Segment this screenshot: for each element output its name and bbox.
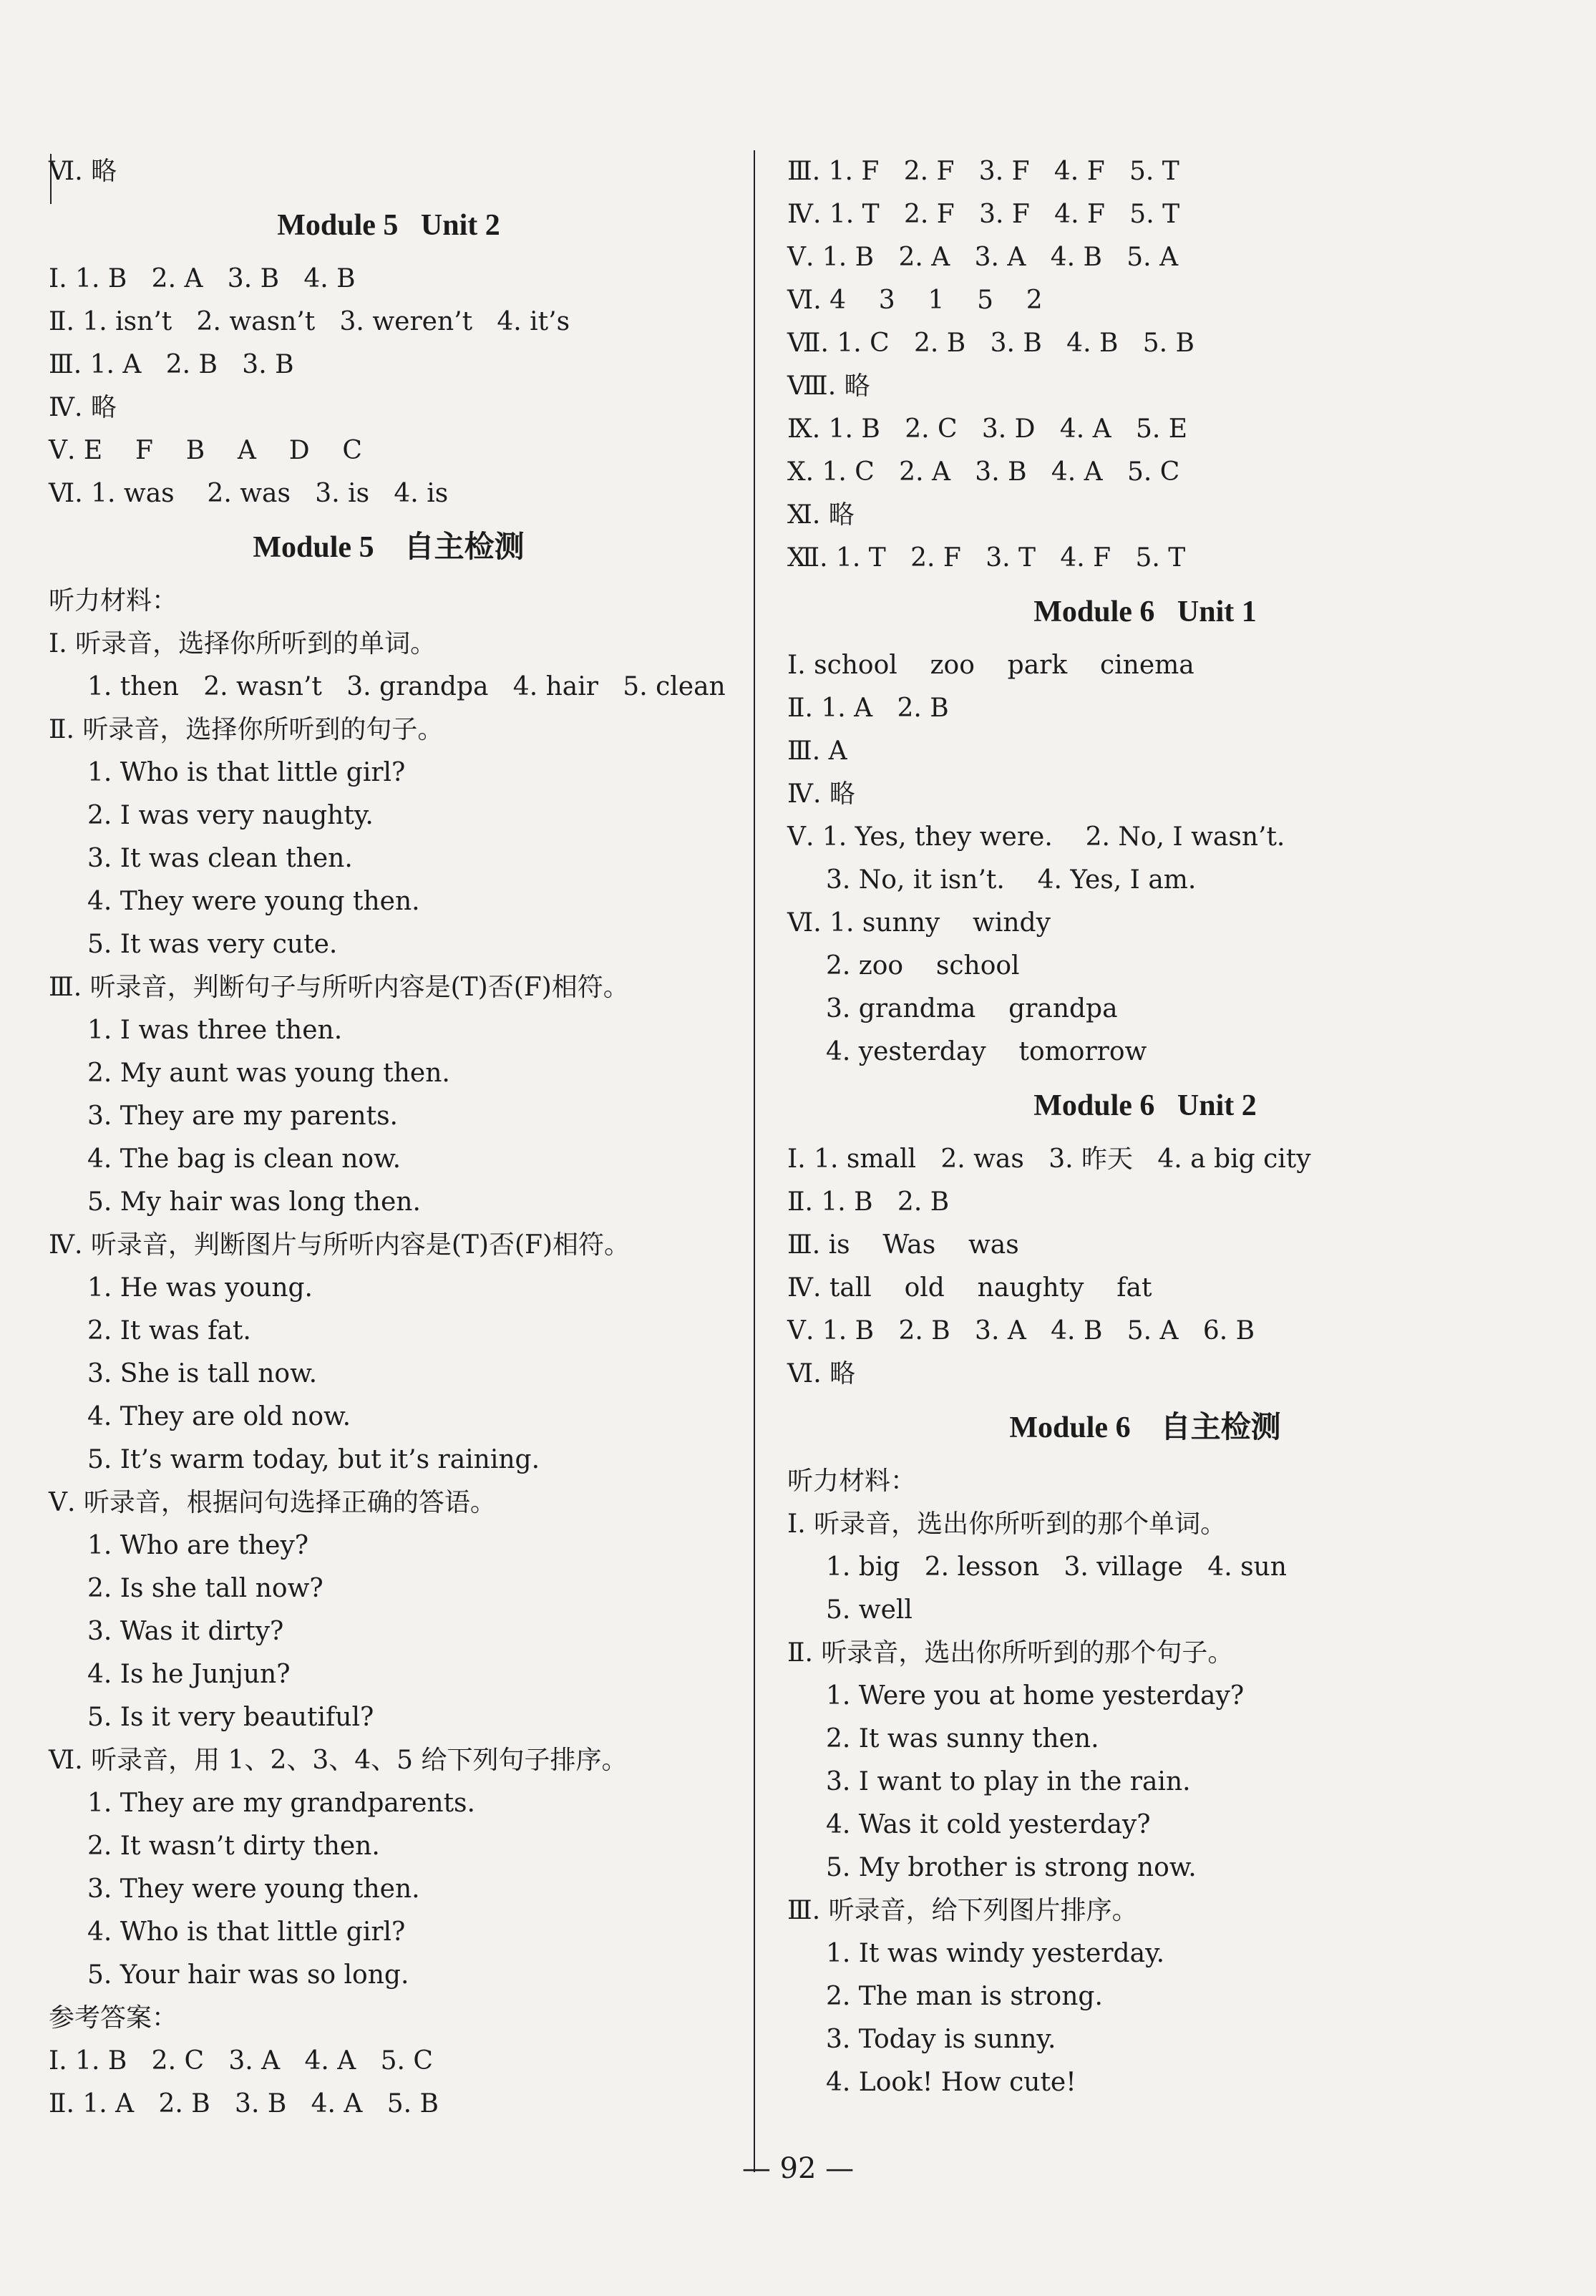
- answer-line: Ⅱ. 1. isn’t 2. wasn’t 3. weren’t 4. it’s: [49, 307, 570, 336]
- answer-line: Ⅳ. 略: [787, 779, 855, 809]
- answer-line: Ⅴ. E F B A D C: [49, 436, 362, 465]
- answer-subline: 1. He was young.: [87, 1273, 313, 1303]
- answer-line: Ⅵ. 略: [49, 157, 117, 186]
- answer-subline: 5. It’s warm today, but it’s raining.: [87, 1445, 540, 1474]
- answer-subline: 2. The man is strong.: [826, 1982, 1103, 2011]
- answer-subline: 5. Is it very beautiful?: [87, 1703, 374, 1732]
- answer-line: Ⅱ. 1. A 2. B: [787, 694, 949, 723]
- answer-subline: 3. grandma grandpa: [826, 994, 1118, 1023]
- answer-subline: 2. It wasn’t dirty then.: [87, 1832, 380, 1861]
- answer-subline: 4. They are old now.: [87, 1402, 351, 1431]
- answer-line: Ⅲ. is Was was: [787, 1230, 1019, 1260]
- answer-subline: 4. Is he Junjun?: [87, 1660, 291, 1689]
- answer-line: Ⅻ. 1. T 2. F 3. T 4. F 5. T: [787, 543, 1186, 573]
- answer-subline: 5. Your hair was so long.: [87, 1960, 409, 1990]
- answer-line: Ⅶ. 1. C 2. B 3. B 4. B 5. B: [787, 329, 1194, 358]
- answer-subline: 2. My aunt was young then.: [87, 1059, 450, 1088]
- answer-line: Ⅲ. 1. F 2. F 3. F 4. F 5. T: [787, 157, 1179, 186]
- answer-line: Ⅱ. 听录音，选择你所听到的句子。: [49, 715, 444, 744]
- right-column: [787, 150, 1503, 2104]
- answer-subline: 3. They were young then.: [87, 1874, 420, 1904]
- section-heading: Module 5 自主检测: [253, 531, 525, 564]
- answer-subline: 2. I was very naughty.: [87, 801, 374, 830]
- answer-line: Ⅷ. 略: [787, 371, 870, 401]
- answer-subline: 4. They were young then.: [87, 887, 420, 916]
- answer-subline: 2. Is she tall now?: [87, 1574, 323, 1603]
- page-number: — 92 —: [741, 2152, 855, 2185]
- left-column: [49, 150, 729, 2126]
- section-heading: Module 6 自主检测: [1009, 1411, 1281, 1444]
- answer-line: Ⅴ. 1. Yes, they were. 2. No, I wasn’t.: [787, 822, 1285, 852]
- answer-subline: 4. Was it cold yesterday?: [826, 1810, 1151, 1839]
- answer-subline: 1. Were you at home yesterday?: [826, 1681, 1245, 1711]
- answer-line: Ⅰ. 听录音，选择你所听到的单词。: [49, 629, 437, 658]
- answer-subline: 4. Look! How cute!: [826, 2068, 1076, 2097]
- answer-line: Ⅰ. 1. B 2. A 3. B 4. B: [49, 264, 356, 293]
- answer-line: Ⅵ. 听录音，用 1、2、3、4、5 给下列句子排序。: [49, 1746, 628, 1775]
- answer-subline: 5. My hair was long then.: [87, 1187, 421, 1217]
- section-heading: Module 6 Unit 1: [1033, 595, 1257, 628]
- answer-subline: 1. big 2. lesson 3. village 4. sun: [826, 1552, 1287, 1582]
- answer-line: Ⅵ. 略: [787, 1359, 856, 1388]
- answer-line: Ⅴ. 1. B 2. A 3. A 4. B 5. A: [787, 243, 1179, 272]
- answer-subline: 3. I want to play in the rain.: [826, 1767, 1191, 1796]
- answer-line: Ⅱ. 听录音，选出你所听到的那个句子。: [787, 1638, 1234, 1668]
- answer-line: Ⅴ. 1. B 2. B 3. A 4. B 5. A 6. B: [787, 1316, 1255, 1346]
- answer-line: Ⅵ. 1. sunny windy: [787, 908, 1051, 938]
- answer-subline: 3. It was clean then.: [87, 844, 353, 873]
- answer-subline: 3. She is tall now.: [87, 1359, 318, 1388]
- answer-line: Ⅸ. 1. B 2. C 3. D 4. A 5. E: [787, 414, 1188, 444]
- answer-line: Ⅳ. 略: [49, 393, 117, 422]
- answer-line: Ⅲ. 听录音，判断句子与所听内容是(T)否(F)相符。: [49, 973, 629, 1002]
- answer-subline: 1. Who is that little girl?: [87, 758, 406, 787]
- answer-line: Ⅵ. 4 3 1 5 2: [787, 286, 1043, 315]
- answer-line: Ⅰ. 听录音，选出你所听到的那个单词。: [787, 1509, 1227, 1539]
- answer-subline: 5. It was very cute.: [87, 930, 338, 959]
- answer-subline: 1. It was windy yesterday.: [826, 1939, 1165, 1968]
- answer-line: Ⅵ. 1. was 2. was 3. is 4. is: [49, 479, 449, 508]
- answer-subline: 2. It was fat.: [87, 1316, 251, 1346]
- answer-line: Ⅱ. 1. B 2. B: [787, 1187, 950, 1217]
- column-divider: [754, 150, 755, 2172]
- answer-line: Ⅹ. 1. C 2. A 3. B 4. A 5. C: [787, 457, 1180, 487]
- section-heading: Module 5 Unit 2: [277, 209, 500, 242]
- answer-subline: 3. Today is sunny.: [826, 2025, 1056, 2054]
- answer-line: Ⅲ. A: [787, 736, 847, 766]
- answer-line: 参考答案：: [49, 2003, 178, 2033]
- answer-line: Ⅰ. school zoo park cinema: [787, 651, 1194, 680]
- answer-subline: 3. No, it isn’t. 4. Yes, I am.: [826, 865, 1197, 895]
- answer-subline: 1. They are my grandparents.: [87, 1789, 475, 1818]
- answer-subline: 1. Who are they?: [87, 1531, 309, 1560]
- answer-line: Ⅰ. 1. small 2. was 3. 昨天 4. a big city: [787, 1144, 1311, 1174]
- answer-line: Ⅲ. 1. A 2. B 3. B: [49, 350, 294, 379]
- answer-subline: 5. My brother is strong now.: [826, 1853, 1197, 1882]
- section-heading: Module 6 Unit 2: [1033, 1089, 1257, 1122]
- answer-subline: 3. They are my parents.: [87, 1101, 399, 1131]
- answer-subline: 2. zoo school: [826, 951, 1020, 981]
- answer-subline: 2. It was sunny then.: [826, 1724, 1099, 1753]
- answer-line: 听力材料：: [49, 586, 178, 616]
- answer-line: 听力材料：: [787, 1466, 917, 1496]
- answer-line: Ⅱ. 1. A 2. B 3. B 4. A 5. B: [49, 2089, 439, 2119]
- answer-subline: 1. then 2. wasn’t 3. grandpa 4. hair 5. clean: [87, 672, 726, 701]
- answer-line: Ⅳ. 听录音，判断图片与所听内容是(T)否(F)相符。: [49, 1230, 631, 1260]
- answer-subline: 4. Who is that little girl?: [87, 1917, 406, 1947]
- answer-line: Ⅲ. 听录音，给下列图片排序。: [787, 1896, 1138, 1925]
- answer-line: Ⅳ. tall old naughty fat: [787, 1273, 1152, 1303]
- answer-subline: 5. well: [826, 1595, 913, 1625]
- answer-subline: 4. yesterday tomorrow: [826, 1037, 1147, 1066]
- answer-line: Ⅳ. 1. T 2. F 3. F 4. F 5. T: [787, 200, 1180, 229]
- answer-line: Ⅰ. 1. B 2. C 3. A 4. A 5. C: [49, 2046, 433, 2076]
- answer-subline: 4. The bag is clean now.: [87, 1144, 402, 1174]
- answer-line: Ⅴ. 听录音，根据问句选择正确的答语。: [49, 1488, 496, 1517]
- answer-subline: 1. I was three then.: [87, 1016, 343, 1045]
- answer-subline: 3. Was it dirty?: [87, 1617, 284, 1646]
- answer-line: Ⅺ. 略: [787, 500, 855, 530]
